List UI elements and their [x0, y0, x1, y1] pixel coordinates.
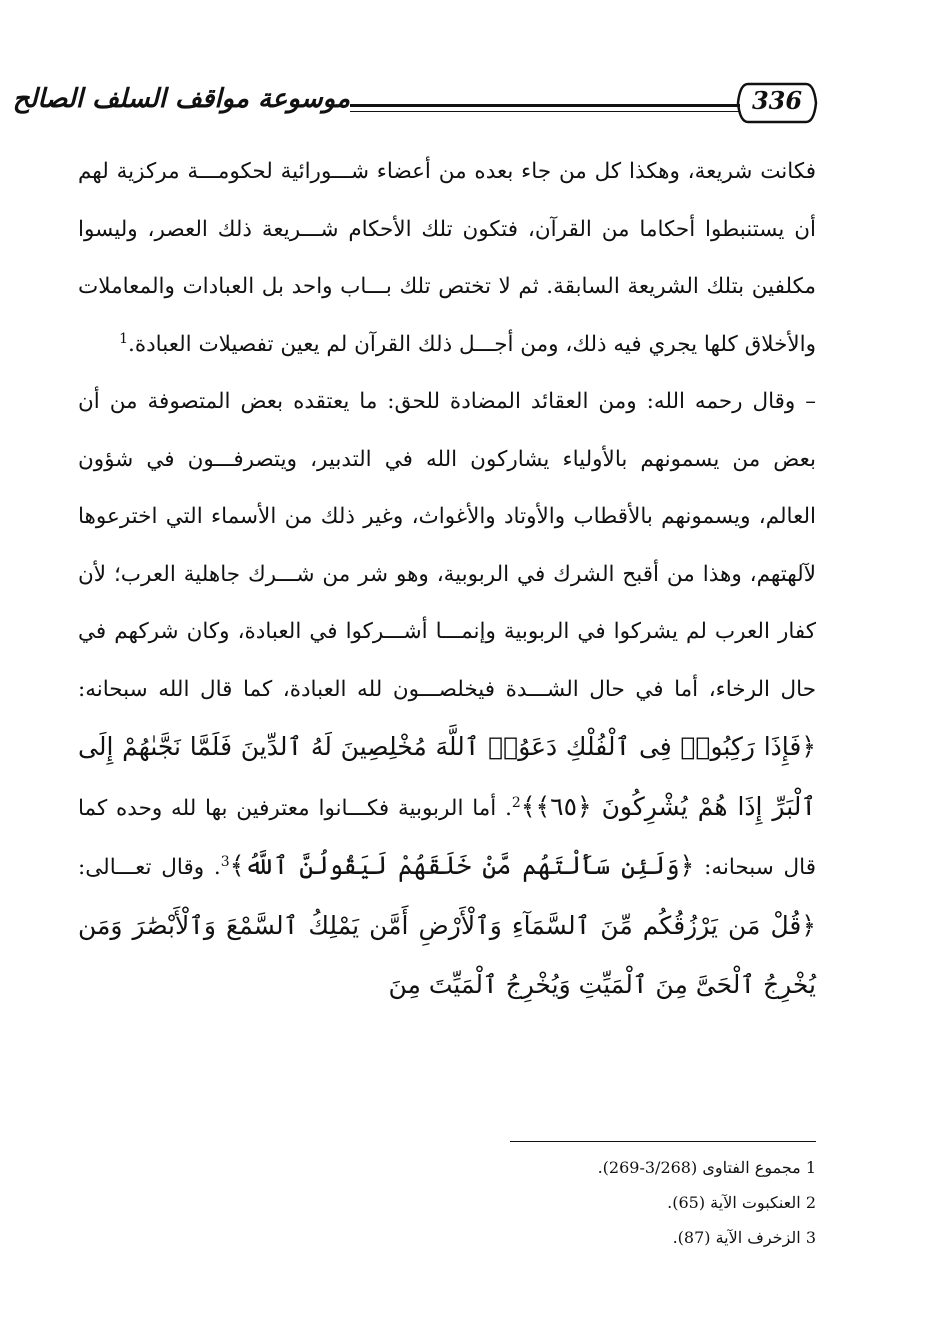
- footnote-mark: 2: [511, 794, 521, 811]
- paragraph-text: أما الربوبية فكـــانوا معترفين بها لله وحده كما قال سبحانه:: [78, 795, 817, 880]
- page-header: [12, 78, 830, 136]
- footnote-mark: 1: [119, 330, 128, 347]
- footnote-mark: 3: [220, 853, 230, 870]
- header-rule-thin: [350, 111, 740, 112]
- footnote: 2 العنكبوت الآية (65).: [667, 1193, 816, 1212]
- paragraph-text: وقال تعـــالى:: [78, 855, 205, 880]
- footnote: 1 مجموع الفتاوى (3/268-269).: [597, 1158, 816, 1177]
- footnote: 3 الزخرف الآية (87).: [672, 1228, 816, 1247]
- quran-verse: ﴿وَلَئِن سَأَلْتَهُم مَّنْ خَلَقَهُمْ لَيَقُولُنَّ ٱللَّهُ﴾: [229, 851, 695, 880]
- paragraph: – وقال رحمه الله: ومن العقائد المضادة للحق: ما يعتقده بعض المتصوفة من أن بعض من يسمونهم بالأولياء يشاركون الله في التدبير، ويتصرفـــون في شؤون العالم، ويسمونهم بالأقطاب والأوتاد والأغواث، وغير ذلك من الأسماء التي اخترعوها لآلهتهم، وهذا من أقبح الشرك في الربوبية، وهو شر من شـــرك جاهلية العرب؛ لأن كفار العرب لم يشركوا في الربوبية وإنمـــا أشـــركوا في العبادة، وكان شركهم في حال الرخاء، أما في حال الشـــدة فيخلصـــون لله العبادة، كما قال الله سبحانه: ﴿فَإِذَا رَكِبُوا۟ فِى ٱلْفُلْكِ دَعَوُا۟ ٱللَّهَ مُخْلِصِينَ لَهُ ٱلدِّينَ فَلَمَّا نَجَّىٰهُمْ إِلَى ٱلْبَرِّ إِذَا هُمْ يُشْرِكُونَ ﴿٦٥﴾﴾$^2$. أما الربوبية فكـــانوا معترفين بها لله وحده كما قال سبحانه: ﴿وَلَئِن سَأَلْتَهُم مَّنْ خَلَقَهُمْ لَيَقُولُنَّ ٱللَّهُ﴾$^3$. وقال تعـــالى: ﴿قُلْ مَن يَرْزُقُكُم مِّنَ ٱلسَّمَآءِ وَٱلْأَرْضِ أَمَّن يَمْلِكُ ٱلسَّمْعَ وَٱلْأَبْصَٰرَ وَمَن يُخْرِجُ ٱلْحَىَّ مِنَ ٱلْمَيِّتِ وَيُخْرِجُ ٱلْمَيِّتَ مِنَ: [78, 389, 817, 999]
- paragraph: [78, 143, 816, 373]
- footnote-separator: [510, 1141, 816, 1142]
- book-title: موسوعة مواقف السلف الصالح: [12, 84, 350, 114]
- quran-verse: ﴿قُلْ مَن يَرْزُقُكُم مِّنَ ٱلسَّمَآءِ وَٱلْأَرْضِ أَمَّن يَمْلِكُ ٱلسَّمْعَ وَٱلْأَبْصَٰرَ وَمَن يُخْرِجُ ٱلْحَىَّ مِنَ ٱلْمَيِّتِ وَيُخْرِجُ ٱلْمَيِّتَ مِنَ: [78, 910, 816, 999]
- paragraph-text: فكانت شريعة، وهكذا كل من جاء بعده من أعضاء شـــورائية لحكومـــة مركزية لهم أن يستنبطوا أحكاما من القرآن، فتكون تلك الأحكام شـــريعة ذلك العصر، وليسوا مكلفين بتلك الشريعة السابقة. ثم لا تختص تلك بـــاب واحد بل العبادات والمعاملات والأخلاق كلها يجري فيه ذلك، ومن أجـــل ذلك القرآن لم يعين تفصيلات العبادة.: [78, 159, 816, 357]
- page-number: 336: [751, 86, 803, 115]
- main-text: [78, 143, 816, 1016]
- footnotes: [420, 1150, 816, 1255]
- header-rule: [350, 104, 740, 107]
- quran-verse: ﴿فَإِذَا رَكِبُوا۟ فِى ٱلْفُلْكِ دَعَوُا۟ ٱللَّهَ مُخْلِصِينَ لَهُ ٱلدِّينَ فَلَمَّا نَجَّىٰهُمْ إِلَى ٱلْبَرِّ إِذَا هُمْ يُشْرِكُونَ ﴿٦٥﴾﴾: [78, 732, 817, 821]
- paragraph-text: – وقال رحمه الله: ومن العقائد المضادة للحق: ما يعتقده بعض المتصوفة من أن بعض من يسمونهم بالأولياء يشاركون الله في التدبير، ويتصرفـــون في شؤون العالم، ويسمونهم بالأقطاب والأوتاد والأغواث، وغير ذلك من الأسماء التي اخترعوها لآلهتهم، وهذا من أقبح الشرك في الربوبية، وهو شر من شـــرك جاهلية العرب؛ لأن كفار العرب لم يشركوا في الربوبية وإنمـــا أشـــركوا في العبادة، وكان شركهم في حال الرخاء، أما في حال الشـــدة فيخلصـــون لله العبادة، كما قال الله سبحانه:: [78, 389, 816, 702]
